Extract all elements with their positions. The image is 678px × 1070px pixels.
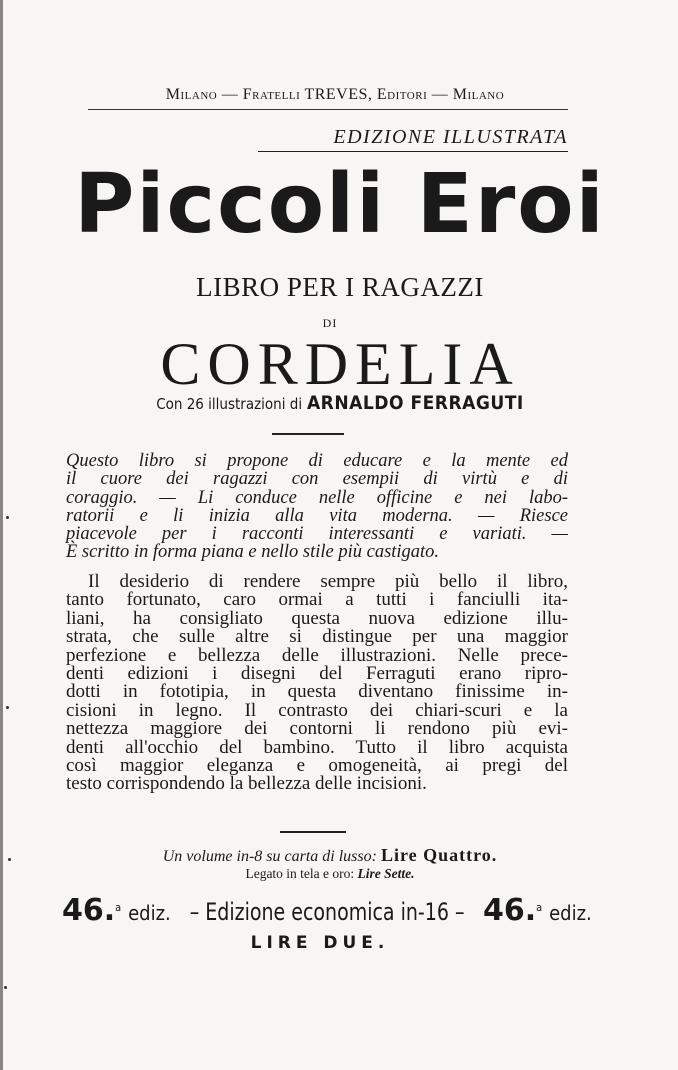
intro-line: ratorii e li inizia alla vita moderna. — Riesce [66,505,568,526]
economy-price: LIRE DUE. [250,933,390,953]
page-edge-shadow [0,0,3,1070]
author-name: CORDELIA [160,331,520,397]
body-line: testo corrispondendo la bellezza delle incisioni. [66,773,427,795]
body-line: perfezione e bellezza delle illustrazioni. Nelle prece- [66,644,568,666]
edition-count-right: 46.$^a$ ediz. [482,893,592,928]
book-title: Piccoli Eroi [74,157,606,252]
by-label: DI [322,316,338,330]
body-line: nettezza maggiore dei contorni li rendono più evi- [66,718,568,740]
body-line: tanto fortunato, caro ormai a tutti i fanciulli ita- [66,589,568,611]
intro-line: Questo libro si propone di educare e la mente ed [66,451,568,471]
bound-price: Lire Sette. [357,866,415,881]
separator-rule [280,831,346,833]
publisher-rule [88,109,568,110]
body-line: denti edizioni i disegni del Ferraguti erano ripro- [66,663,568,685]
illustrations-prefix: Con 26 illustrazioni di [156,395,303,413]
volume-text: Un volume in-8 su carta di lusso: [162,848,377,865]
volume-price-line [60,845,600,866]
volume-price: Lire Quattro. [380,845,498,865]
intro-line: È scritto in forma piana e nello stile più castigato. [66,542,440,563]
body-line: strata, che sulle altre si distingue per una maggior [66,626,568,648]
intro-line: coraggio. — Li conduce nelle officine e nei labo- [66,487,568,508]
illustrations-credit [100,392,580,414]
body-line: cisioni in legno. Il contrasto dei chiari-scuri e la [66,699,568,721]
economy-edition-line [62,893,592,928]
bound-price-line [60,866,600,882]
margin-mark [6,706,9,709]
publisher-line: Milano — Fratelli TREVES, Editori — Milano [165,86,505,103]
edition-count-left: 46.$^a$ ediz. [62,893,171,928]
economy-edition-text: – Edizione economica in-16 – [189,898,465,926]
margin-mark [8,858,11,861]
edition-label: EDIZIONE ILLUSTRATA [258,126,568,152]
body-line: denti all'occhio del bambino. Tutto il libro acquista [66,736,568,758]
illustrator-name: ARNALDO FERRAGUTI [306,392,524,414]
body-line: liani, ha consigliato questa nuova edizione illu- [66,607,568,629]
intro-line: il cuore dei ragazzi con esempii di virtù e di [66,469,568,490]
intro-paragraph [66,452,568,562]
body-line: Il desiderio di rendere sempre più bello il libro, [88,571,568,592]
body-line: dotti in fototipia, in questa diventano finissime in- [66,681,568,703]
intro-line: piacevole per i racconti interessanti e variati. — [66,524,568,545]
book-subtitle: LIBRO PER I RAGAZZI [196,272,484,302]
body-line: così maggior eleganza e omogeneità, ai pregi del [66,755,568,777]
body-paragraph [66,573,568,794]
margin-mark [6,516,9,519]
bound-text: Legato in tela e oro: [245,866,355,881]
separator-rule [272,433,344,435]
margin-mark [4,986,7,989]
